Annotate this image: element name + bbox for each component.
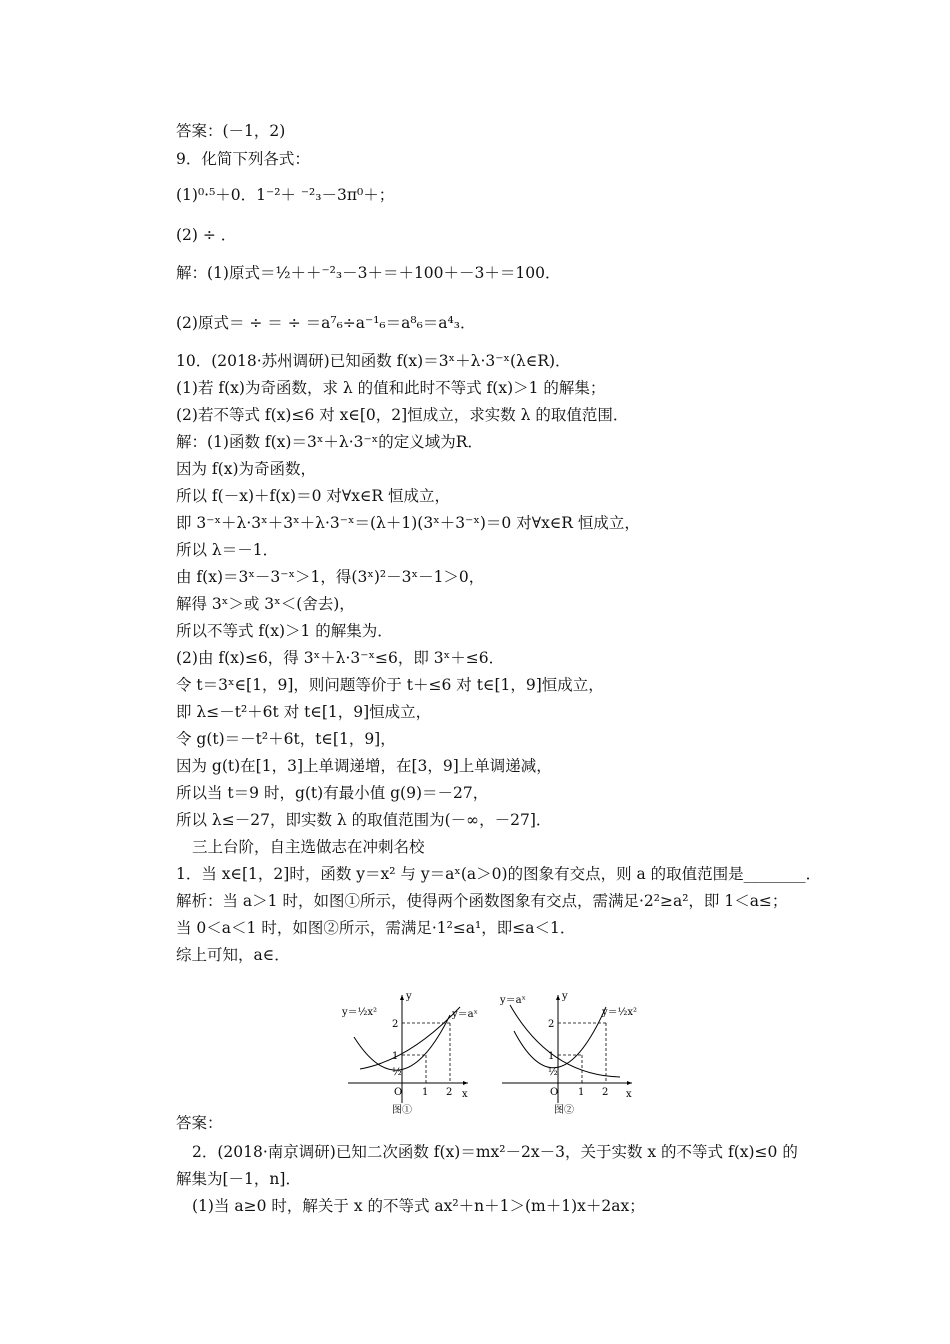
curve-label: y＝½x² [342, 1007, 377, 1018]
question-1: 1．当 x∈[1，2]时，函数 y＝x² 与 y＝aˣ(a＞0)的图象有交点，则 a 的取值范围是________． [176, 865, 822, 883]
y-axis-arrow [556, 995, 560, 1000]
x-axis-arrow [463, 1081, 468, 1085]
question-2: 2．(2018·南京调研)已知二次函数 f(x)＝mx²－2x－3，关于实数 x 的不等式 f(x)≤0 的 [192, 1143, 798, 1161]
figure-caption: 图① [392, 1105, 412, 1115]
section-heading: 三上台阶，自主选做志在冲刺名校 [192, 838, 425, 856]
q10-solution-line: 即 3⁻ˣ＋λ·3ˣ＋3ˣ＋λ·3⁻ˣ＝(λ＋1)(3ˣ＋3⁻ˣ)＝0 对∀x∈R 恒成立， [176, 514, 640, 532]
q10-solution-line: 因为 g(t)在[1，3]上单调递增，在[3，9]上单调递减， [176, 757, 552, 775]
answer-line: 答案： [176, 1114, 223, 1132]
origin-label: O [550, 1087, 559, 1098]
tick-label: 2 [602, 1087, 609, 1098]
curve-label: y＝aˣ [452, 1009, 478, 1020]
figure-1 [341, 991, 478, 1115]
q1-analysis: 综上可知，a∈． [176, 946, 290, 964]
axis-label: y [562, 991, 568, 1002]
y-axis-arrow [400, 995, 404, 1000]
q10-solution-line: 解：(1)函数 f(x)＝3ˣ＋λ·3⁻ˣ的定义域为R． [176, 433, 483, 451]
q10-solution-line: 令 g(t)＝－t²＋6t，t∈[1，9]， [176, 730, 396, 748]
q10-solution-line: (2)由 f(x)≤6，得 3ˣ＋λ·3⁻ˣ≤6，即 3ˣ＋≤6． [176, 649, 505, 667]
q9-solution1: 解：(1)原式＝½＋＋⁻²₃－3＋＝＋100＋－3＋＝100． [176, 264, 561, 282]
tick-label: 1 [548, 1051, 555, 1062]
q10-part2: (2)若不等式 f(x)≤6 对 x∈[0，2]恒成立，求实数 λ 的取值范围． [176, 406, 629, 424]
figure-2 [499, 991, 637, 1115]
origin-label: O [394, 1087, 403, 1098]
tick-label: 2 [548, 1019, 555, 1030]
curve-label: y＝½x² [602, 1007, 637, 1018]
graphs-svg [340, 985, 640, 1115]
function-graphs-figure [340, 985, 640, 1115]
q10-solution-line: 解得 3ˣ＞或 3ˣ＜(舍去)， [176, 595, 355, 613]
axis-label: x [626, 1089, 632, 1100]
q10-solution-line: 所以 λ≤－27，即实数 λ 的取值范围为(－∞，－27]． [176, 811, 552, 829]
tick-label: ½ [548, 1067, 558, 1078]
tick-label: 1 [578, 1087, 585, 1098]
curve-label: y＝aˣ [500, 995, 526, 1006]
q10-part1: (1)若 f(x)为奇函数，求 λ 的值和此时不等式 f(x)＞1 的解集； [176, 379, 606, 397]
question-10: 10．(2018·苏州调研)已知函数 f(x)＝3ˣ＋λ·3⁻ˣ(λ∈R)． [176, 352, 571, 370]
q1-analysis: 解析：当 a＞1 时，如图①所示，使得两个函数图象有交点，需满足·2²≥a²，即 1＜a≤； [176, 892, 788, 910]
q9-part1: (1)⁰·⁵＋0．1⁻²＋ ⁻²₃－3π⁰＋； [176, 186, 395, 204]
q10-solution-line: 所以不等式 f(x)＞1 的解集为． [176, 622, 393, 640]
x-axis-arrow [627, 1081, 632, 1085]
q10-solution-line: 所以当 t＝9 时，g(t)有最小值 g(9)＝－27， [176, 784, 489, 802]
answer-line: 答案：(－1，2) [176, 122, 286, 140]
question-2-cont: 解集为[－1，n]． [176, 1170, 301, 1188]
tick-label: ½ [392, 1067, 402, 1078]
q10-solution-line: 所以 f(－x)＋f(x)＝0 对∀x∈R 恒成立， [176, 487, 451, 505]
tick-label: 2 [392, 1019, 399, 1030]
tick-label: 2 [446, 1087, 453, 1098]
axis-label: x [462, 1089, 468, 1100]
q10-solution-line: 由 f(x)＝3ˣ－3⁻ˣ＞1，得(3ˣ)²－3ˣ－1＞0， [176, 568, 485, 586]
tick-label: 1 [422, 1087, 429, 1098]
q2-part1: (1)当 a≥0 时，解关于 x 的不等式 ax²＋n＋1＞(m＋1)x＋2ax； [192, 1197, 645, 1215]
q10-solution-line: 所以 λ＝－1． [176, 541, 279, 559]
tick-label: 1 [392, 1051, 399, 1062]
figure-caption: 图② [554, 1105, 574, 1115]
q10-solution-line: 令 t＝3ˣ∈[1，9]，则问题等价于 t＋≤6 对 t∈[1，9]恒成立， [176, 676, 604, 694]
question-9: 9．化简下列各式： [176, 150, 310, 168]
q9-solution2: (2)原式＝ ÷ ＝ ÷ ＝a⁷₆÷a⁻¹₆＝a⁸₆＝a⁴₃． [176, 314, 476, 332]
q10-solution-line: 因为 f(x)为奇函数， [176, 460, 317, 478]
q9-part2: (2) ÷ ． [176, 226, 237, 244]
axis-label: y [406, 991, 412, 1002]
q10-solution-line: 即 λ≤－t²＋6t 对 t∈[1，9]恒成立， [176, 703, 432, 721]
curve-parabola [514, 1007, 606, 1068]
q1-analysis: 当 0＜a＜1 时，如图②所示，需满足·1²≤a¹，即≤a＜1． [176, 919, 576, 937]
